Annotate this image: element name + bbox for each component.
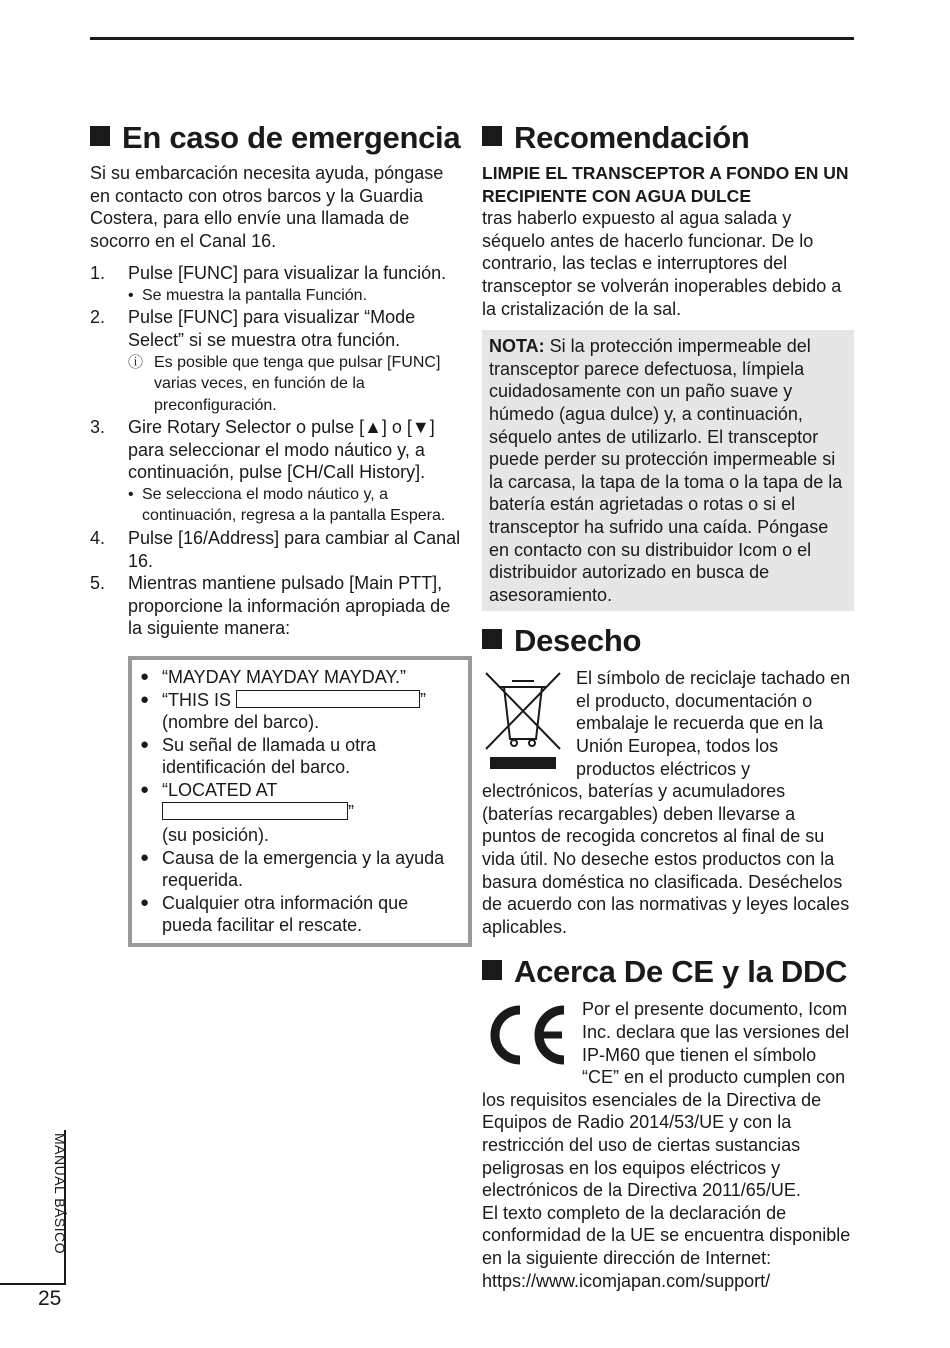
disposal-body: El símbolo de reciclaje tachado en el producto, documentación o embalaje le recuerda que en la Unión Europea, todos los productos eléctricos y electrónicos, baterías y acumuladores (baterías recargables) deben llevarse a puntos de recogida concretos al final de su vida útil. No deseche estos productos con la basura doméstica no clasificada. Deséchelos de acuerdo con las normativas y leyes locales aplicables. (482, 668, 851, 937)
ce-mark-icon (482, 1004, 570, 1066)
ce-heading: Acerca De CE y la DDC (482, 952, 854, 992)
left-column (90, 118, 462, 947)
support-url: https://www.icomjapan.com/support/ (482, 1270, 771, 1291)
crossed-bin-icon (482, 669, 564, 769)
heading-square-icon (482, 629, 502, 649)
heading-square-icon (90, 126, 110, 146)
note-box (482, 330, 854, 611)
step-3: 3. Gire Rotary Selector o pulse [▲] o [▼] para seleccionar el modo náutico y, a continuación, pulse [CH/Call History]. • Se selecciona el modo náutico y, a continuación, regresa a la pantalla Espera. (90, 416, 462, 527)
emergency-steps (90, 262, 462, 640)
ce-section (482, 952, 854, 1292)
list-item: ● “LOCATED AT ” (su posición). (140, 779, 354, 846)
heading-square-icon (482, 960, 502, 980)
heading-square-icon (482, 126, 502, 146)
emergency-heading: En caso de emergencia (90, 118, 462, 158)
recommendation-bold-text: LIMPIE EL TRANSCEPTOR A FONDO EN UN RECIPIENTE CON AGUA DULCE (482, 163, 849, 206)
step-2-info: ⓘ Es posible que tenga que pulsar [FUNC] varias veces, en función de la preconfiguración. (128, 352, 462, 417)
ce-body: Por el presente documento, Icom Inc. declara que las versiones del IP-M60 que tienen el símbolo “CE” en el producto cumplen con los requisitos esenciales de la Directiva de Equipos de Radio 2014/53/UE y con la restricción del uso de ciertas sustancias peligrosas en los equipos eléctricos y electrónicos de la Directiva 2011/65/UE. (482, 999, 850, 1201)
manual-side-label: MANUAL BÁSICO (52, 1133, 68, 1255)
list-item: ● Causa de la emergencia y la ayuda requerida. (140, 847, 445, 891)
distress-message-box (128, 656, 472, 947)
list-item: ● “MAYDAY MAYDAY MAYDAY.” (140, 666, 407, 687)
step-3-result: • Se selecciona el modo náutico y, a continuación, regresa a la pantalla Espera. (128, 485, 446, 525)
step-1-result: • Se muestra la pantalla Función. (128, 286, 368, 304)
info-icon: ⓘ (128, 353, 144, 371)
list-item: ● Su señal de llamada u otra identificación del barco. (140, 734, 377, 778)
disposal-heading: Desecho (482, 621, 854, 661)
list-item: ● Cualquier otra información que pueda facilitar el rescate. (140, 892, 409, 936)
step-4: 4. Pulse [16/Address] para cambiar al Canal 16. (90, 527, 461, 571)
emergency-intro: Si su embarcación necesita ayuda, póngase en contacto con otros barcos y la Guardia Costera, para ello envíe una llamada de socorro en el Canal 16. (90, 163, 444, 251)
top-rule (90, 37, 854, 40)
ce-body-2: El texto completo de la declaración de conformidad de la UE se encuentra disponible en la siguiente dirección de Internet: (482, 1202, 851, 1268)
blank-field (236, 690, 420, 708)
step-1: 1. Pulse [FUNC] para visualizar la función. • Se muestra la pantalla Función. (90, 262, 462, 306)
recommendation-heading: Recomendación (482, 118, 854, 158)
recommendation-body: tras haberlo expuesto al agua salada y séquelo antes de hacerlo funcionar. De lo contrario, las teclas e interruptores del transceptor se volverán inoperables debido a la cristalización de la sal. (482, 208, 842, 319)
list-item: ● “THIS IS ” (nombre del barco). (140, 689, 427, 733)
note-label: NOTA: (489, 336, 545, 357)
step-5: 5. Mientras mantiene pulsado [Main PTT], proporcione la información apropiada de la siguiente manera: (90, 573, 451, 639)
step-2: 2. Pulse [FUNC] para visualizar “Mode Select” si se muestra otra función. ⓘ Es posible que tenga que pulsar [FUNC] varias veces, en función de la preconfiguración. (90, 306, 462, 416)
disposal-section (482, 621, 854, 938)
right-column (482, 118, 854, 1292)
blank-field (162, 802, 348, 820)
page-number-rule (0, 1283, 66, 1285)
page-number: 25 (38, 1287, 62, 1310)
note-body: Si la protección impermeable del transceptor parece defectuosa, límpiela cuidadosamente con un paño suave y húmedo (agua dulce) y, a continuación, séquelo antes de utilizarlo. El transceptor puede perder su protección impermeable si la carcasa, la tapa de la toma o la tapa de la batería están agrietadas o rotas o si el transceptor ha sufrido una caída. Póngase en contacto con su distribuidor Icom o el distribuidor autorizado en busca de asesoramiento. (489, 336, 843, 605)
